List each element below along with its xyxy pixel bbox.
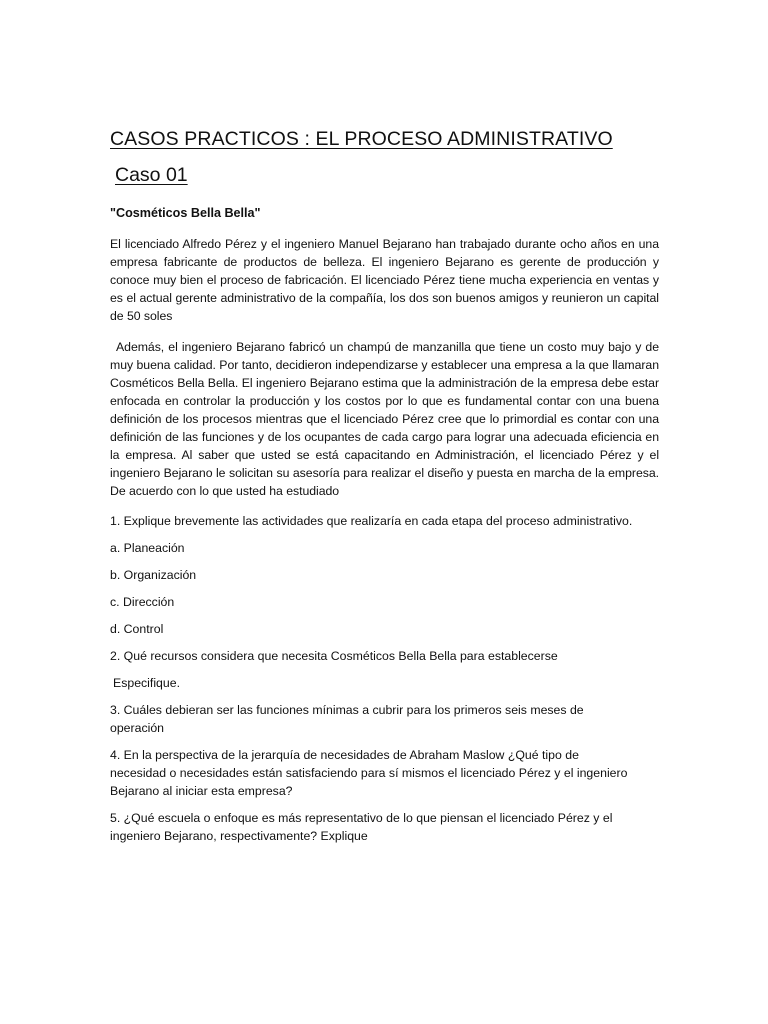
question-1-item-b: b. Organización bbox=[110, 568, 197, 582]
question-1-item-c: c. Dirección bbox=[110, 595, 175, 609]
case-heading: Caso 01 bbox=[115, 164, 188, 186]
document-page bbox=[110, 126, 659, 845]
question-1-item-a: a. Planeación bbox=[110, 541, 185, 555]
question-2: 2. Qué recursos considera que necesita Cosméticos Bella Bella para establecerse bbox=[110, 649, 558, 663]
case-paragraph-2: Además, el ingeniero Bejarano fabricó un champú de manzanilla que tiene un costo muy bajo y de muy buena calidad. Por tanto, decidieron independizarse y establecer una empresa a la que llamaran Cosméticos Bella Bella. El ingeniero Bejarano estima que la administración de la empresa debe estar enfocada en controlar la producción y los costos por lo que es fundamental contar con una buena definición de los procesos mientras que el licenciado Pérez cree que lo primordial es contar con una definición de las funciones y de los ocupantes de cada cargo para lograr una adecuada eficiencia en la empresa. Al saber que usted se está capacitando en Administración, el licenciado Pérez y el ingeniero Bejarano le solicitan su asesoría para realizar el diseño y puesta en marcha de la empresa. De acuerdo con lo que usted ha estudiado bbox=[110, 340, 659, 498]
case-paragraph-1: El licenciado Alfredo Pérez y el ingeniero Manuel Bejarano han trabajado durante ocho años en una empresa fabricante de productos de belleza. El ingeniero Bejarano es gerente de producción y conoce muy bien el proceso de fabricación. El licenciado Pérez tiene mucha experiencia en ventas y es el actual gerente administrativo de la compañía, los dos son buenos amigos y reunieron un capital de 50 soles bbox=[110, 237, 659, 323]
document-title: CASOS PRACTICOS : EL PROCESO ADMINISTRATIVO bbox=[110, 128, 613, 150]
question-5 bbox=[110, 809, 659, 845]
question-2-note: Especifique. bbox=[113, 676, 180, 690]
question-1-item-d: d. Control bbox=[110, 622, 164, 636]
question-4-line-1: 4. En la perspectiva de la jerarquía de necesidades de Abraham Maslow ¿Qué tipo de bbox=[110, 748, 579, 762]
question-5-line-1: 5. ¿Qué escuela o enfoque es más representativo de lo que piensan el licenciado Pérez y el bbox=[110, 811, 613, 825]
question-4-line-2: necesidad o necesidades están satisfaciendo para sí mismos el licenciado Pérez y el ingeniero bbox=[110, 766, 628, 780]
question-3-line-2: operación bbox=[110, 721, 165, 735]
question-3 bbox=[110, 701, 659, 737]
question-4-line-3: Bejarano al iniciar esta empresa? bbox=[110, 784, 293, 798]
question-5-line-2: ingeniero Bejarano, respectivamente? Explique bbox=[110, 829, 368, 843]
question-4 bbox=[110, 746, 659, 800]
question-3-line-1: 3. Cuáles debieran ser las funciones mínimas a cubrir para los primeros seis meses de bbox=[110, 703, 584, 717]
case-name: "Cosméticos Bella Bella" bbox=[110, 206, 261, 220]
question-1: 1. Explique brevemente las actividades que realizaría en cada etapa del proceso administrativo. bbox=[110, 514, 633, 528]
